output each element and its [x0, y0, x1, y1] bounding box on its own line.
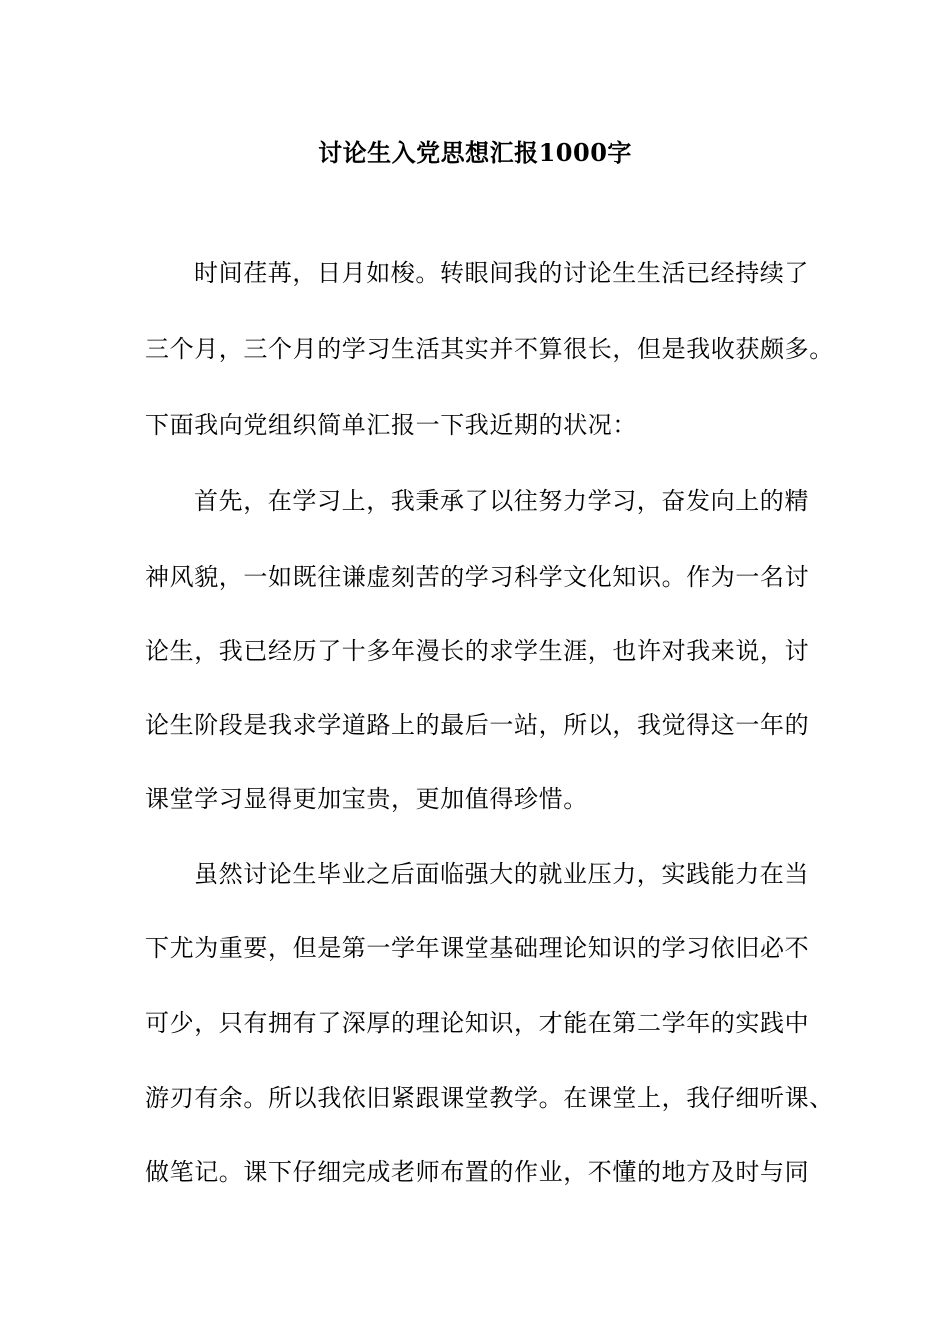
paragraph-2-line-3: 论生，我已经历了十多年漫长的求学生涯，也许对我来说，讨 — [145, 637, 810, 665]
paragraph-1-line-3: 下面我向党组织简单汇报一下我近期的状况： — [145, 411, 637, 439]
paragraph-2-line-4: 论生阶段是我求学道路上的最后一站，所以，我觉得这一年的 — [145, 711, 810, 739]
paragraph-1-line-2: 三个月，三个月的学习生活其实并不算很长，但是我收获颇多。 — [145, 335, 834, 363]
paragraph-2-line-1: 首先，在学习上，我秉承了以往努力学习，奋发向上的精 — [194, 487, 809, 515]
paragraph-2-line-2: 神风貌，一如既往谦虚刻苦的学习科学文化知识。作为一名讨 — [145, 563, 810, 591]
paragraph-3-line-4: 游刃有余。所以我依旧紧跟课堂教学。在课堂上，我仔细听课、 — [145, 1084, 834, 1112]
paragraph-3-line-5: 做笔记。课下仔细完成老师布置的作业，不懂的地方及时与同 — [145, 1158, 810, 1186]
paragraph-2-line-5: 课堂学习显得更加宝贵，更加值得珍惜。 — [145, 785, 588, 813]
paragraph-3-line-2: 下尤为重要，但是第一学年课堂基础理论知识的学习依旧必不 — [145, 934, 810, 962]
paragraph-3-line-3: 可少，只有拥有了深厚的理论知识，才能在第二学年的实践中 — [145, 1009, 810, 1037]
paragraph-1-line-1: 时间荏苒，日月如梭。转眼间我的讨论生生活已经持续了 — [194, 259, 809, 287]
paragraph-3-line-1: 虽然讨论生毕业之后面临强大的就业压力，实践能力在当 — [194, 860, 809, 888]
document-title: 讨论生入党思想汇报1000字 — [318, 138, 632, 167]
